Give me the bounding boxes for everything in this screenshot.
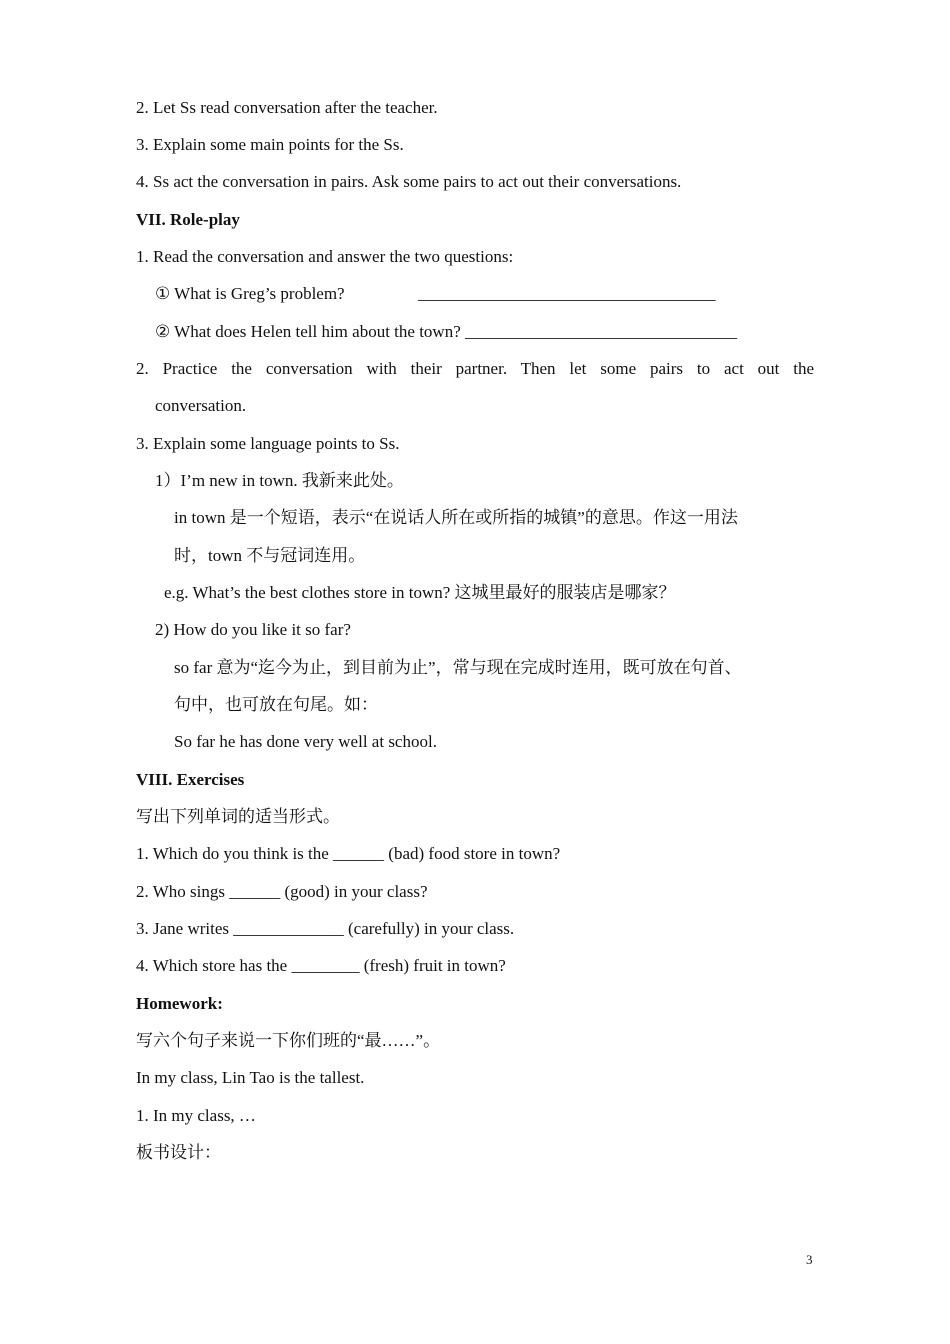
language-point-1-note-line-2: 时，town 不与冠词连用。 — [174, 546, 366, 565]
exercises-heading: VIII. Exercises — [136, 770, 245, 789]
language-point-1: 1）I’m new in town. 我新来此处。 — [155, 471, 404, 490]
role-play-item-1: 1. Read the conversation and answer the two questions: — [136, 247, 514, 266]
language-point-2-example: So far he has done very well at school. — [174, 732, 437, 751]
language-point-2-note-line-2: 句中，也可放在句尾。如： — [174, 695, 378, 714]
role-play-heading: VII. Role-play — [136, 210, 240, 229]
homework-heading: Homework: — [136, 994, 223, 1013]
board-design-label: 板书设计： — [136, 1143, 221, 1162]
question-1: ① What is Greg’s problem? — [155, 284, 345, 303]
language-point-1-note-line-1: in town 是一个短语，表示“在说话人所在或所指的城镇”的意思。作这一用法 — [174, 508, 738, 527]
homework-instruction: 写六个句子来说一下你们班的“最……”。 — [136, 1031, 441, 1050]
question-2: ② What does Helen tell him about the town? ________________________________ — [155, 322, 737, 341]
exercises-instruction: 写出下列单词的适当形式。 — [136, 807, 340, 826]
role-play-item-2-line-2: conversation. — [155, 396, 247, 415]
role-play-item-3: 3. Explain some language points to Ss. — [136, 434, 400, 453]
exercise-item: 2. Who sings ______ (good) in your class? — [136, 882, 428, 901]
question-1-answer-blank: ___________________________________ — [418, 284, 716, 303]
language-point-2-note-line-1: so far 意为“迄今为止，到目前为止”，常与现在完成时连用，既可放在句首、 — [174, 658, 742, 677]
page-number: 3 — [806, 1252, 813, 1267]
exercise-item: 1. Which do you think is the ______ (bad) food store in town? — [136, 844, 561, 863]
homework-item-1: 1. In my class, … — [136, 1106, 256, 1125]
step-2: 2. Let Ss read conversation after the teacher. — [136, 98, 438, 117]
role-play-item-2-line-1: 2. Practice the conversation with their partner. Then let some pairs to act out the — [136, 359, 814, 378]
homework-example: In my class, Lin Tao is the tallest. — [136, 1068, 365, 1087]
step-3: 3. Explain some main points for the Ss. — [136, 135, 404, 154]
exercise-item: 4. Which store has the ________ (fresh) fruit in town? — [136, 956, 506, 975]
step-4: 4. Ss act the conversation in pairs. Ask some pairs to act out their conversations. — [136, 172, 682, 191]
language-point-1-example: e.g. What’s the best clothes store in town? 这城里最好的服装店是哪家？ — [164, 583, 676, 602]
language-point-2: 2) How do you like it so far? — [155, 620, 351, 639]
exercise-item: 3. Jane writes _____________ (carefully) in your class. — [136, 919, 515, 938]
